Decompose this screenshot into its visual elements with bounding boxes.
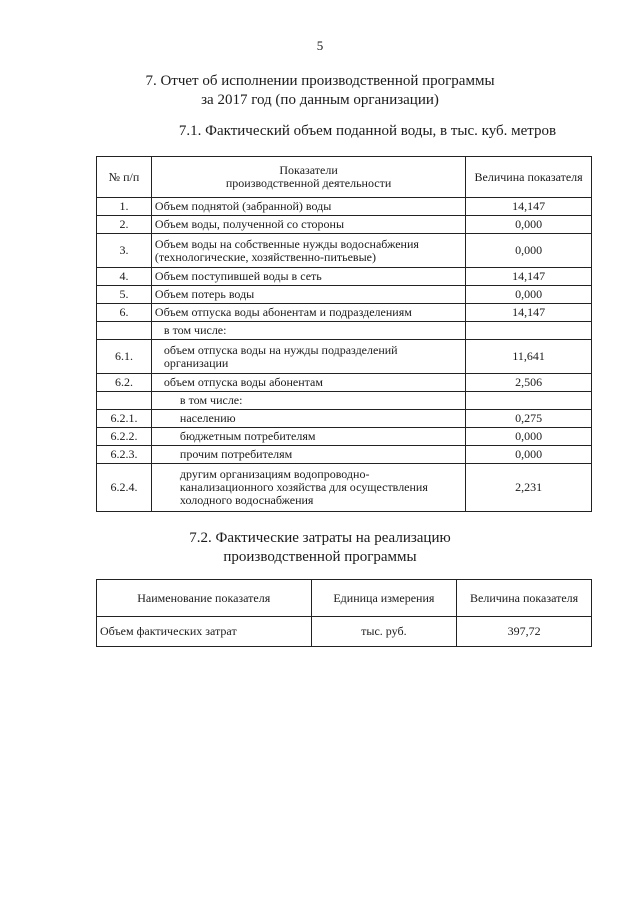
table-row — [97, 340, 592, 374]
row-value: 2,231 — [466, 464, 592, 512]
table-row — [97, 410, 592, 428]
header-value: Величина показателя — [466, 157, 592, 198]
row-value: 0,000 — [466, 446, 592, 464]
cost-label: Объем фактических затрат — [97, 617, 312, 647]
row-label: объем отпуска воды на нужды подразделений организации — [151, 340, 465, 374]
row-label: Объем воды на собственные нужды водоснабжения (технологические, хозяйственно-питьевые) — [151, 234, 465, 268]
row-value: 14,147 — [466, 268, 592, 286]
row-number: 6.2.1. — [97, 410, 152, 428]
row-number: 6.1. — [97, 340, 152, 374]
row-number: 2. — [97, 216, 152, 234]
row-number: 6.2.4. — [97, 464, 152, 512]
section2-title — [0, 529, 640, 567]
row-value — [466, 322, 592, 340]
row-number: 6.2.2. — [97, 428, 152, 446]
row-number: 4. — [97, 268, 152, 286]
row-label: в том числе: — [151, 392, 465, 410]
row-label: Объем воды, полученной со стороны — [151, 216, 465, 234]
table-row — [97, 268, 592, 286]
header-number: № п/п — [97, 157, 152, 198]
report-heading — [0, 72, 640, 110]
row-number — [97, 392, 152, 410]
header-unit: Единица измерения — [311, 580, 457, 617]
row-value: 0,000 — [466, 234, 592, 268]
section2-title-line1: 7.2. Фактические затраты на реализацию — [189, 530, 451, 546]
row-label: Объем поступившей воды в сеть — [151, 268, 465, 286]
costs-table — [96, 579, 592, 647]
page-number: 5 — [316, 38, 324, 53]
cost-value: 397,72 — [457, 617, 592, 647]
row-label: Объем поднятой (забранной) воды — [151, 198, 465, 216]
table-row — [97, 446, 592, 464]
row-value: 0,275 — [466, 410, 592, 428]
table-row — [97, 392, 592, 410]
row-label: в том числе: — [151, 322, 465, 340]
row-number: 6.2.3. — [97, 446, 152, 464]
row-label: бюджетным потребителям — [151, 428, 465, 446]
row-number: 6.2. — [97, 374, 152, 392]
row-number: 6. — [97, 304, 152, 322]
cost-unit: тыс. руб. — [311, 617, 457, 647]
header-indicator-line1: Показатели — [279, 163, 338, 177]
row-value: 11,641 — [466, 340, 592, 374]
row-number — [97, 322, 152, 340]
table-row — [97, 322, 592, 340]
table-row — [97, 198, 592, 216]
row-label: объем отпуска воды абонентам — [151, 374, 465, 392]
table-row — [97, 216, 592, 234]
row-value: 14,147 — [466, 198, 592, 216]
row-value: 0,000 — [466, 286, 592, 304]
row-label: населению — [151, 410, 465, 428]
row-number: 5. — [97, 286, 152, 304]
row-label: прочим потребителям — [151, 446, 465, 464]
row-number: 1. — [97, 198, 152, 216]
table2-header-row — [97, 580, 592, 617]
row-label: Объем отпуска воды абонентам и подразделениям — [151, 304, 465, 322]
table-row — [97, 304, 592, 322]
section1-title: 7.1. Фактический объем поданной воды, в тыс. куб. метров — [178, 123, 557, 139]
row-value: 0,000 — [466, 216, 592, 234]
row-label: Объем потерь воды — [151, 286, 465, 304]
water-volume-table — [96, 156, 592, 512]
row-number: 3. — [97, 234, 152, 268]
report-heading-line1: 7. Отчет об исполнении производственной программы — [145, 73, 495, 89]
row-label: другим организациям водопроводно-канализационного хозяйства для осуществления холодного водоснабжения — [151, 464, 465, 512]
table-row — [97, 428, 592, 446]
row-value — [466, 392, 592, 410]
report-heading-line2: за 2017 год (по данным организации) — [201, 92, 439, 108]
header-indicator-line2: производственной деятельности — [225, 176, 392, 190]
row-value: 2,506 — [466, 374, 592, 392]
header-value: Величина показателя — [457, 580, 592, 617]
table-row — [97, 234, 592, 268]
header-indicator-name: Наименование показателя — [97, 580, 312, 617]
section2-title-line2: производственной программы — [223, 549, 417, 565]
table-row — [97, 617, 592, 647]
row-value: 14,147 — [466, 304, 592, 322]
table1-header-row — [97, 157, 592, 198]
table-row — [97, 464, 592, 512]
table-row — [97, 374, 592, 392]
header-indicator — [151, 157, 465, 198]
table-row — [97, 286, 592, 304]
row-value: 0,000 — [466, 428, 592, 446]
